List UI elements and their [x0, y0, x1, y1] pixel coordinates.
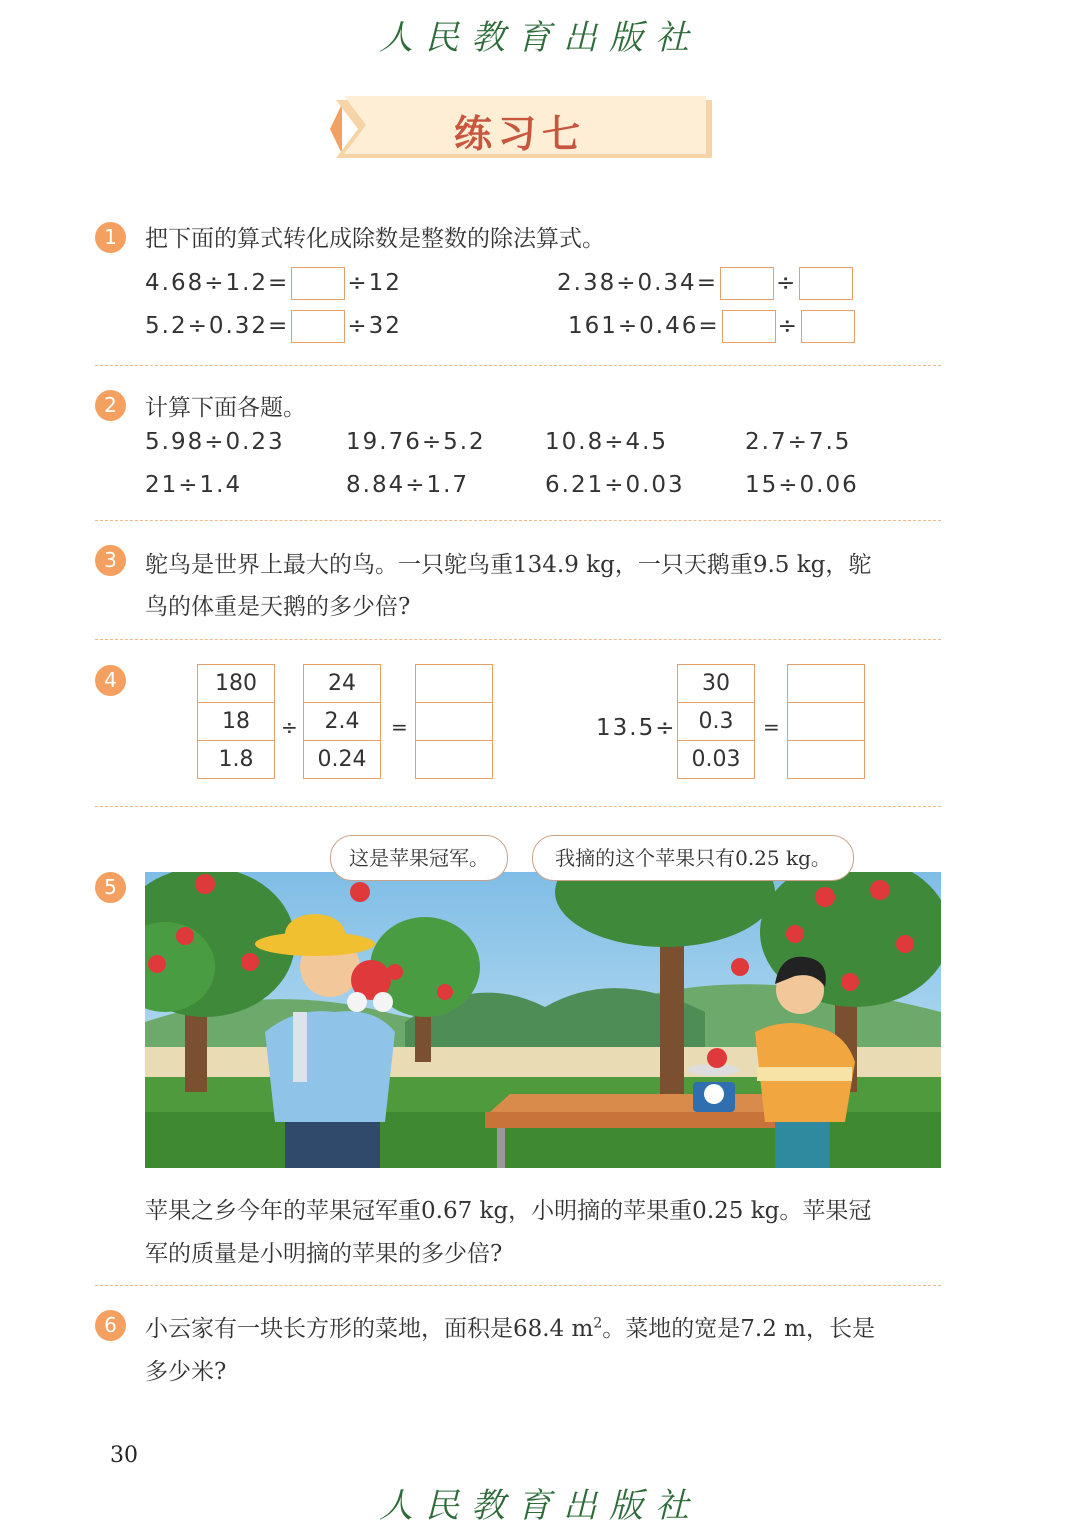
- q1-eq3-right: ÷32: [347, 313, 402, 339]
- question-number-4: 4: [95, 665, 126, 696]
- speech-bubble-boy: 我摘的这个苹果只有0.25 kg。: [532, 835, 854, 881]
- answer-cell[interactable]: [788, 665, 864, 703]
- q4-cell: 0.24: [317, 747, 367, 772]
- q2-instruction: 计算下面各题。: [145, 395, 306, 421]
- q4-column-divisors-2: [677, 664, 755, 779]
- answer-box[interactable]: [801, 310, 855, 343]
- answer-cell[interactable]: [416, 741, 492, 778]
- q1-equation-3: [145, 309, 402, 343]
- q1-eq2-mid: ÷: [775, 270, 798, 296]
- q1-eq4-mid: ÷: [777, 313, 799, 339]
- q3-text-line-1: 鸵鸟是世界上最大的鸟。一只鸵鸟重134.9 kg，一只天鹅重9.5 kg，鸵: [145, 552, 872, 578]
- speech-bubble-farmer: 这是苹果冠军。: [330, 835, 508, 881]
- q2-item: 6.21÷0.03: [545, 472, 685, 498]
- answer-cell[interactable]: [416, 703, 492, 741]
- q2-item: 8.84÷1.7: [346, 472, 470, 498]
- answer-cell[interactable]: [788, 703, 864, 741]
- dashed-divider: [95, 365, 941, 366]
- q1-eq1-left: 4.68÷1.2=: [145, 270, 290, 296]
- q2-item: 10.8÷4.5: [545, 429, 669, 455]
- equals-sign: =: [763, 715, 780, 739]
- answer-box[interactable]: [799, 267, 853, 300]
- question-number-6: 6: [95, 1310, 126, 1341]
- q3-text-line-2: 鸟的体重是天鹅的多少倍?: [145, 594, 411, 620]
- q4-cell: 30: [678, 665, 754, 703]
- q1-eq4-left: 161÷0.46=: [568, 313, 720, 339]
- q1-equation-2: [557, 266, 855, 300]
- q2-item: 21÷1.4: [145, 472, 243, 498]
- question-number-5: 5: [95, 872, 126, 903]
- q4-cell: 18: [198, 703, 274, 741]
- question-number-2: 2: [95, 390, 126, 421]
- q4-cell: 1.8: [218, 747, 254, 772]
- answer-box[interactable]: [722, 310, 776, 343]
- answer-cell[interactable]: [788, 741, 864, 778]
- question-number-1: 1: [95, 222, 126, 253]
- publisher-header: 人民教育出版社: [379, 18, 701, 58]
- q1-instruction: 把下面的算式转化成除数是整数的除法算式。: [145, 226, 605, 252]
- q1-eq2-left: 2.38÷0.34=: [557, 270, 718, 296]
- q4-column-dividends: [197, 664, 275, 779]
- q6-text-line-2: 多少米?: [145, 1359, 227, 1385]
- q4-cell: 180: [198, 665, 274, 703]
- answer-box[interactable]: [291, 310, 345, 343]
- answer-cell[interactable]: [416, 665, 492, 703]
- q4-column-divisors: [303, 664, 381, 779]
- divide-sign: ÷: [281, 715, 298, 739]
- publisher-footer: 人民教育出版社: [379, 1486, 701, 1526]
- q4-cell: 0.03: [691, 747, 741, 772]
- dashed-divider: [95, 1285, 941, 1286]
- q4-cell: 2.4: [304, 703, 380, 741]
- dashed-divider: [95, 806, 941, 807]
- equals-sign: =: [391, 715, 408, 739]
- q2-item: 19.76÷5.2: [346, 429, 486, 455]
- q2-item: 5.98÷0.23: [145, 429, 285, 455]
- dashed-divider: [95, 639, 941, 640]
- orchard-illustration: [145, 872, 941, 1168]
- q1-eq3-left: 5.2÷0.32=: [145, 313, 290, 339]
- q5-text-line-2: 军的质量是小明摘的苹果的多少倍?: [145, 1241, 503, 1267]
- q6-line1-a: 小云家有一块长方形的菜地，面积是68.4 m: [145, 1316, 594, 1342]
- q4-cell: 0.3: [678, 703, 754, 741]
- dashed-divider: [95, 520, 941, 521]
- page-number: 30: [110, 1443, 138, 1468]
- q6-text-line-1: [145, 1310, 875, 1343]
- q6-superscript: 2: [593, 1315, 603, 1332]
- q4-cell: 24: [304, 665, 380, 703]
- q1-eq1-right: ÷12: [347, 270, 402, 296]
- q4-answer-column-2: [787, 664, 865, 779]
- page-title: 练习七: [453, 111, 586, 156]
- answer-box[interactable]: [720, 267, 774, 300]
- q1-equation-4: [568, 309, 857, 343]
- q2-item: 15÷0.06: [745, 472, 859, 498]
- q2-item: 2.7÷7.5: [745, 429, 852, 455]
- q4-answer-column-1: [415, 664, 493, 779]
- q5-text-line-1: 苹果之乡今年的苹果冠军重0.67 kg，小明摘的苹果重0.25 kg。苹果冠: [145, 1198, 872, 1224]
- q6-line1-b: 。菜地的宽是7.2 m，长是: [602, 1316, 875, 1342]
- q1-equation-1: [145, 266, 402, 300]
- q4-prefix: 13.5÷: [596, 715, 677, 741]
- answer-box[interactable]: [291, 267, 345, 300]
- question-number-3: 3: [95, 545, 126, 576]
